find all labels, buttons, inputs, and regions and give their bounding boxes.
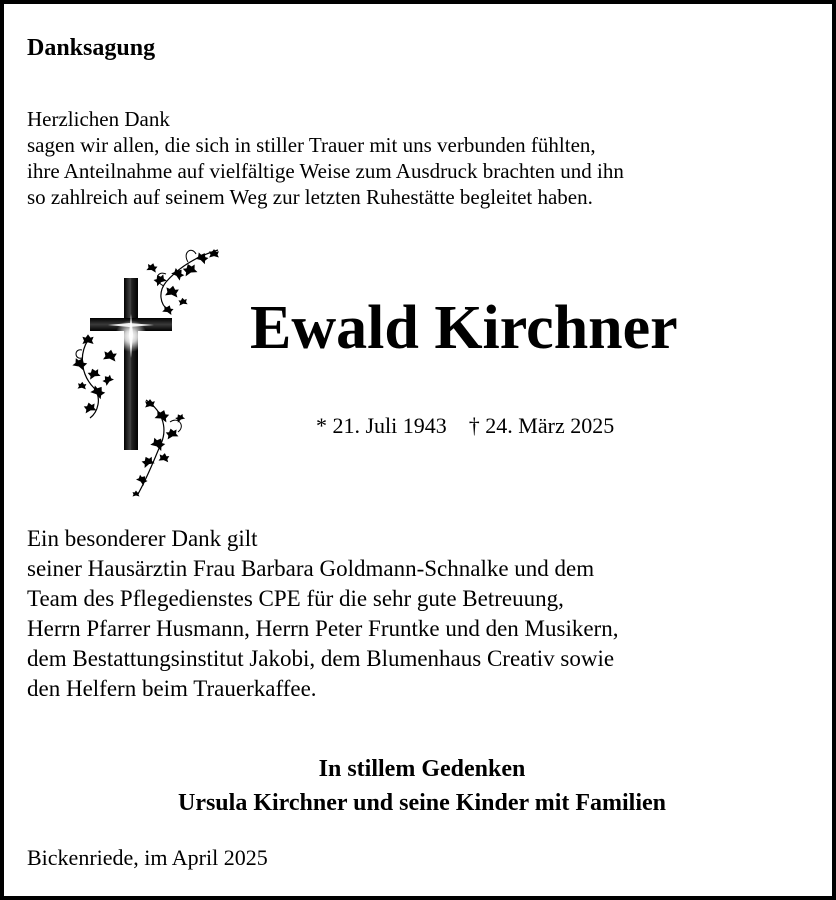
notice-heading: Danksagung bbox=[27, 35, 156, 61]
signature-line: Ursula Kirchner und seine Kinder mit Familien bbox=[177, 790, 667, 816]
death-date: † 24. März 2025 bbox=[468, 413, 615, 438]
cross-with-ivy-icon bbox=[68, 240, 238, 502]
birth-date: * 21. Juli 1943 bbox=[316, 413, 447, 438]
intro-line: ihre Anteilnahme auf vielfältige Weise zum Ausdruck brachten und ihn bbox=[27, 159, 624, 183]
thanks-line: den Helfern beim Trauerkaffee. bbox=[27, 676, 317, 701]
thanks-line: seiner Hausärztin Frau Barbara Goldmann-Schnalke und dem bbox=[27, 556, 595, 581]
intro-line: sagen wir allen, die sich in stiller Trauer mit uns verbunden fühlten, bbox=[27, 133, 596, 157]
intro-line: Herzlichen Dank bbox=[27, 107, 170, 131]
deceased-name: Ewald Kirchner bbox=[250, 294, 678, 362]
intro-line: so zahlreich auf seinem Weg zur letzten Ruhestätte begleitet haben. bbox=[27, 185, 593, 209]
intro-paragraph bbox=[27, 106, 624, 210]
thanks-line: Herrn Pfarrer Husmann, Herrn Peter Fruntke und den Musikern, bbox=[27, 616, 619, 641]
thanks-line: Team des Pflegedienstes CPE für die sehr gute Betreuung, bbox=[27, 586, 564, 611]
life-dates bbox=[316, 412, 614, 440]
thanks-line: dem Bestattungsinstitut Jakobi, dem Blumenhaus Creativ sowie bbox=[27, 646, 615, 671]
place-and-date: Bickenriede, im April 2025 bbox=[27, 845, 268, 870]
closing-line: In stillem Gedenken bbox=[318, 756, 526, 782]
closing-signature bbox=[8, 752, 836, 820]
thanks-paragraph bbox=[27, 524, 618, 704]
thanks-line: Ein besonderer Dank gilt bbox=[27, 526, 258, 551]
